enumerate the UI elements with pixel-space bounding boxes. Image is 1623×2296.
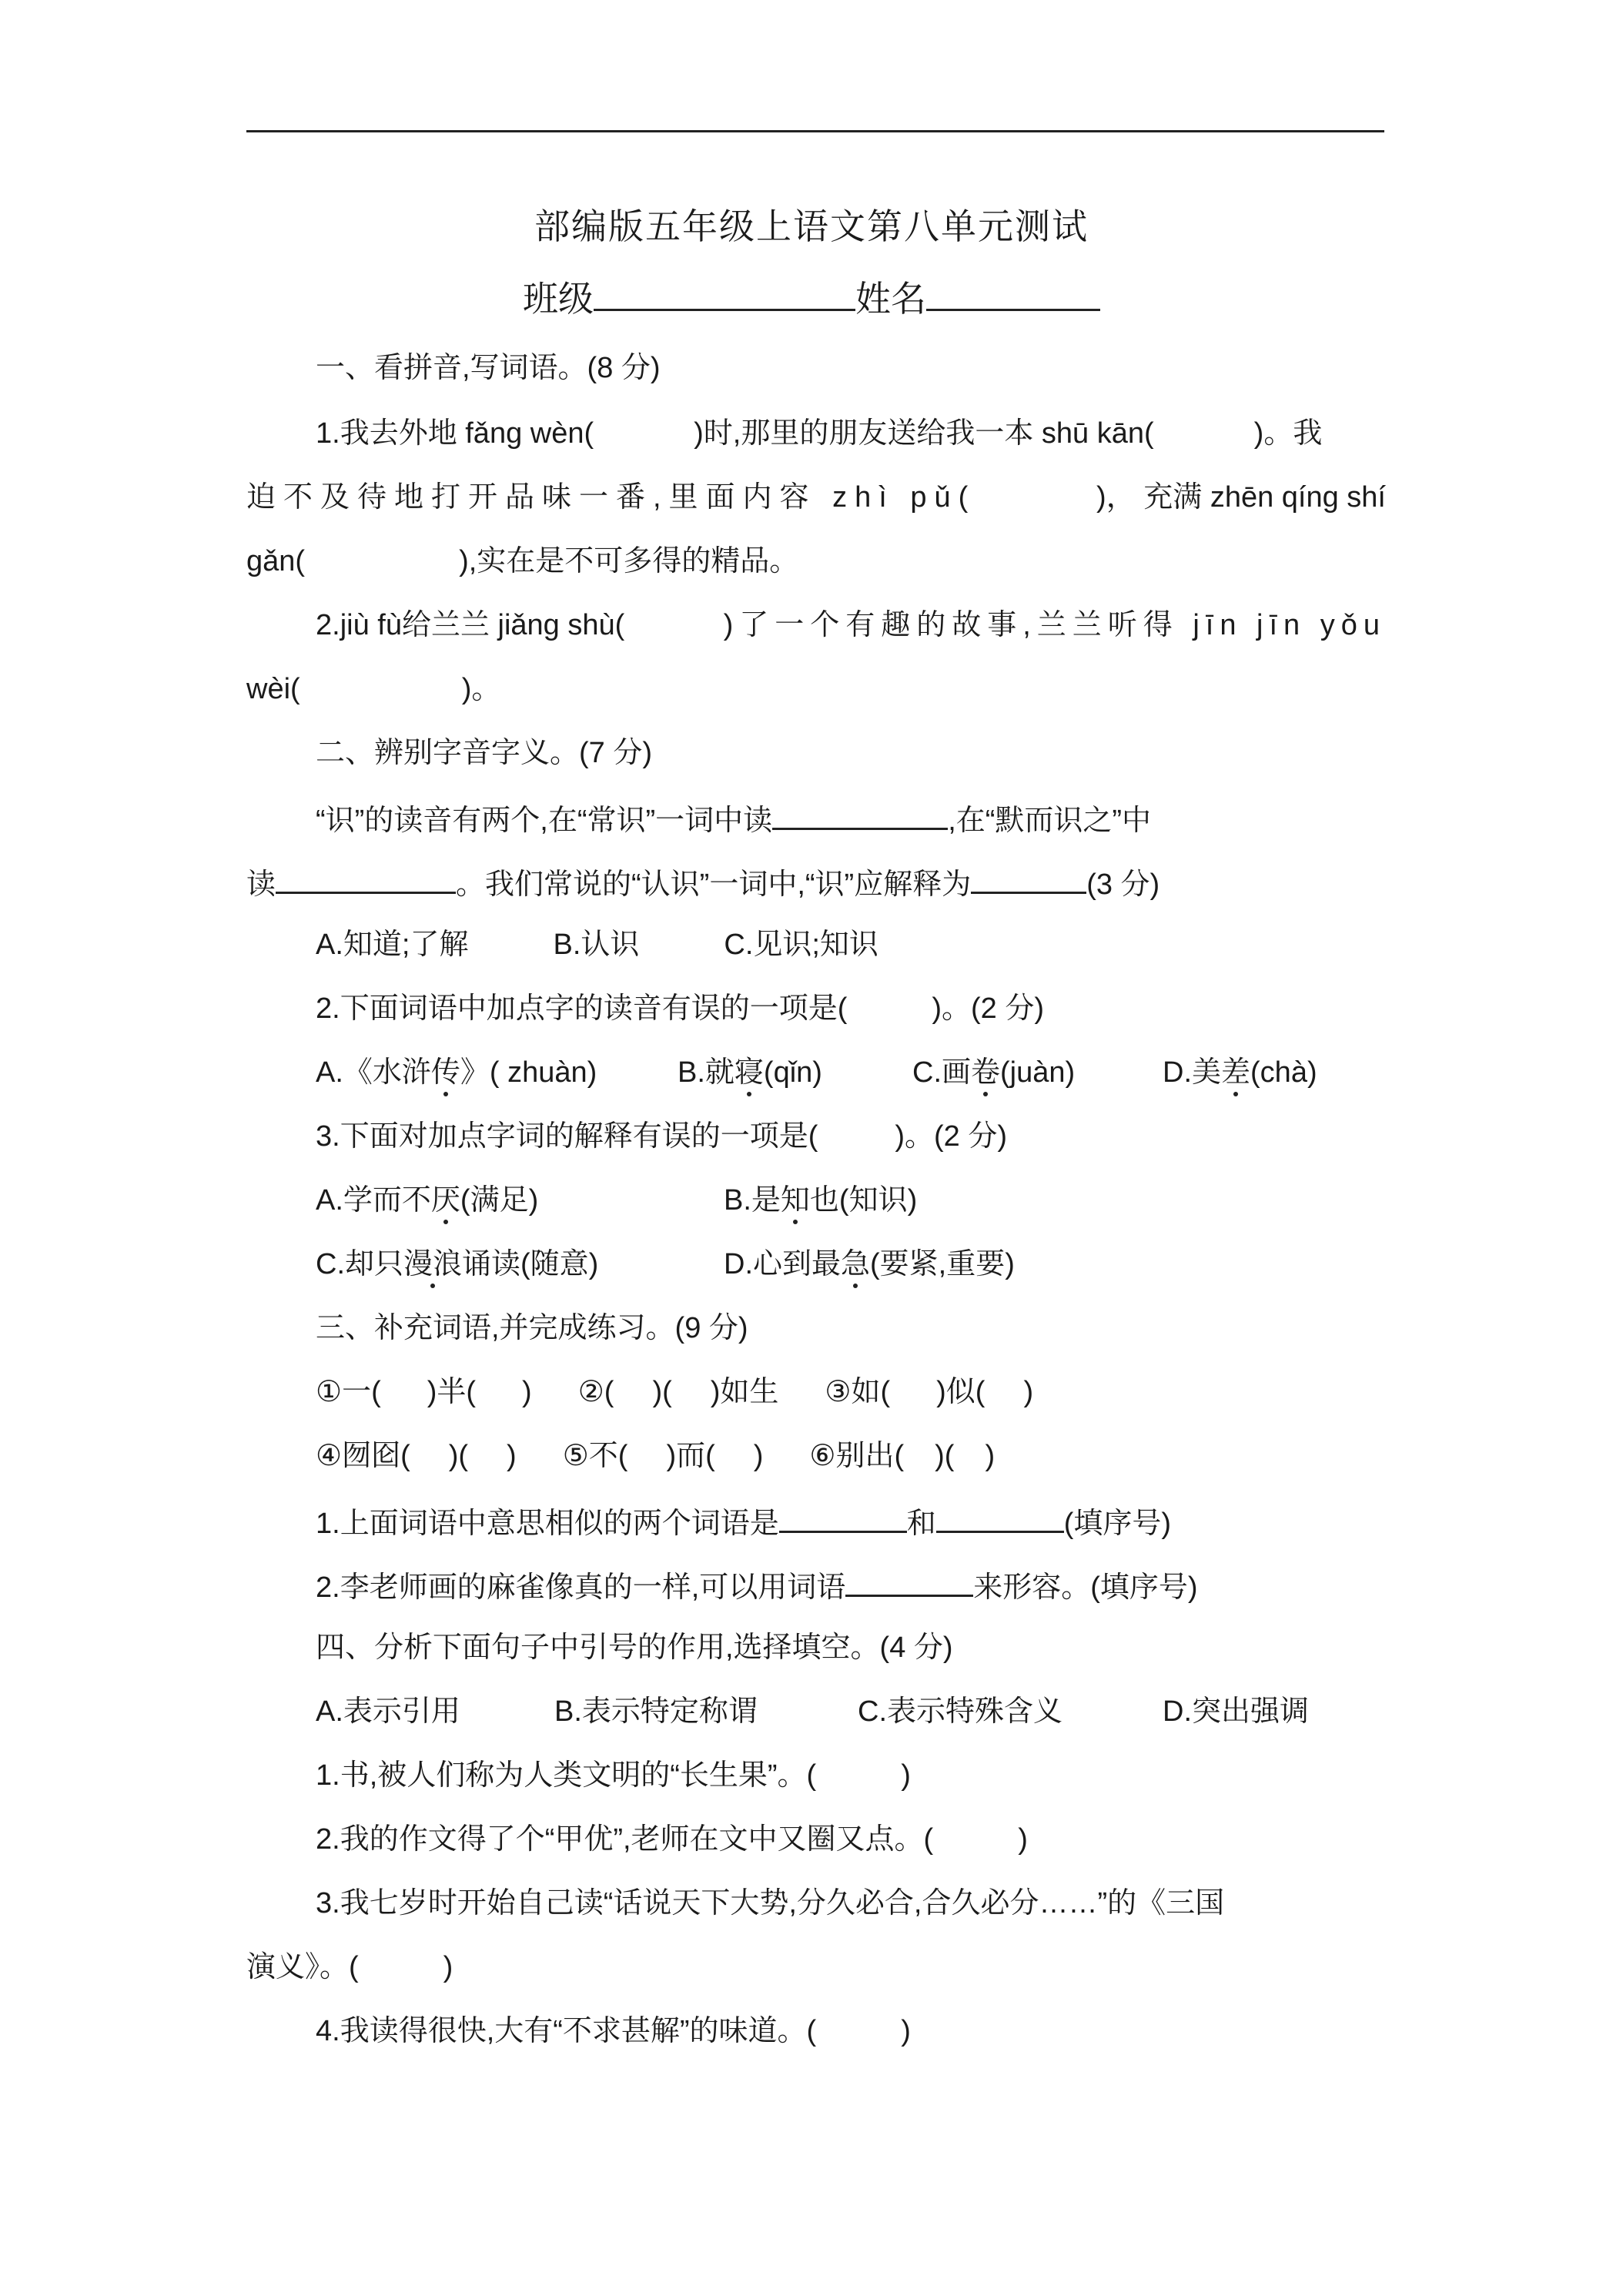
section-3-heading: 三、补充词语,并完成练习。(9 分) xyxy=(316,1312,748,1344)
s4-q3-line1: 3.我七岁时开始自己读“话说天下大势,分久必合,合久必分……”的《三国 xyxy=(316,1887,1225,1919)
option-c[interactable]: C.却只漫浪诵读(随意) xyxy=(316,1248,599,1280)
blank[interactable] xyxy=(276,861,456,894)
header-rule xyxy=(246,130,1384,132)
option-c[interactable]: C.画卷(juàn) xyxy=(912,1056,1076,1089)
s1-q1-line2: 迫不及待地打开品味一番,里面内容 zhì pǔ( )， 充满 zhēn qíng shí xyxy=(246,481,1386,514)
section-1-heading: 一、看拼音,写词语。(8 分) xyxy=(316,352,661,384)
name-label: 姓名 xyxy=(855,279,926,319)
page-title: 部编版五年级上语文第八单元测试 xyxy=(534,207,1089,246)
student-info-line xyxy=(0,271,1623,322)
blank[interactable] xyxy=(779,1500,907,1533)
name-blank[interactable] xyxy=(926,275,1100,311)
option-c[interactable]: C.见识;知识 xyxy=(724,929,878,961)
s3-words-row1: ①一( )半( ) ②( )( )如生 ③如( )似( ) xyxy=(316,1376,1034,1408)
s1-q2-line2: wèi( )。 xyxy=(246,673,501,705)
class-blank[interactable] xyxy=(594,275,855,311)
s1-q1-line3: gǎn( ),实在是不可多得的精品。 xyxy=(246,545,799,577)
option-d[interactable]: D.心到最急(要紧,重要) xyxy=(724,1248,1015,1280)
s2-q2-options xyxy=(316,1053,1386,1093)
s1-q1-line1: 1.我去外地 fǎng wèn( )时,那里的朋友送给我一本 shū kān( )。我 xyxy=(316,417,1323,450)
option-b[interactable]: B.认识 xyxy=(553,929,640,961)
option-a[interactable]: A.表示引用 xyxy=(316,1695,460,1728)
blank[interactable] xyxy=(772,797,948,830)
s2-p1-line2: 读 。我们常说的“认识”一词中,“识”应解释为 (3 分) xyxy=(246,861,1386,905)
s2-q2: 2.下面词语中加点字的读音有误的一项是( )。(2 分) xyxy=(316,992,1045,1025)
blank[interactable] xyxy=(971,861,1086,894)
blank[interactable] xyxy=(936,1500,1064,1533)
option-b[interactable]: B.表示特定称谓 xyxy=(554,1695,758,1728)
option-c[interactable]: C.表示特殊含义 xyxy=(858,1695,1063,1728)
s1-q2-line1: 2.jiù fù给兰兰 jiǎng shù( )了一个有趣的故事,兰兰听得 jīn jīn yǒu xyxy=(316,609,1386,641)
s4-options xyxy=(316,1692,1386,1732)
s4-q2: 2.我的作文得了个“甲优”,老师在文中又圈又点。( ) xyxy=(316,1823,1028,1856)
s2-q3-options-row1 xyxy=(316,1180,1386,1220)
s3-q2: 2.李老师画的麻雀像真的一样,可以用词语 来形容。(填序号) xyxy=(316,1564,1386,1608)
option-a[interactable]: A.知道;了解 xyxy=(316,929,469,961)
section-2-heading: 二、辨别字音字义。(7 分) xyxy=(316,737,653,769)
s4-q4: 4.我读得很快,大有“不求甚解”的味道。( ) xyxy=(316,2015,911,2047)
s2-q3-options-row2 xyxy=(316,1244,1386,1284)
section-4-heading: 四、分析下面句子中引号的作用,选择填空。(4 分) xyxy=(316,1632,953,1664)
class-label: 班级 xyxy=(523,279,594,319)
s3-words-row2: ④囫囵( )( ) ⑤不( )而( ) ⑥别出( )( ) xyxy=(316,1440,996,1472)
s3-q1: 1.上面词语中意思相似的两个词语是 和 (填序号) xyxy=(316,1500,1386,1544)
s4-q1: 1.书,被人们称为人类文明的“长生果”。( ) xyxy=(316,1759,911,1792)
option-a[interactable]: A.《水浒传》( zhuàn) xyxy=(316,1056,597,1089)
option-b[interactable]: B.是知也(知识) xyxy=(724,1184,918,1217)
s2-p1-line1: “识”的读音有两个,在“常识”一词中读 ,在“默而识之”中 xyxy=(316,797,1386,841)
s4-q3-line2: 演义》。( ) xyxy=(246,1951,453,1983)
option-b[interactable]: B.就寝(qǐn) xyxy=(678,1056,822,1089)
s2-options xyxy=(316,925,1386,965)
option-d[interactable]: D.突出强调 xyxy=(1163,1695,1310,1728)
option-d[interactable]: D.美差(chà) xyxy=(1163,1056,1317,1089)
option-a[interactable]: A.学而不厌(满足) xyxy=(316,1184,539,1217)
blank[interactable] xyxy=(845,1564,973,1597)
s2-q3: 3.下面对加点字词的解释有误的一项是( )。(2 分) xyxy=(316,1120,1008,1153)
